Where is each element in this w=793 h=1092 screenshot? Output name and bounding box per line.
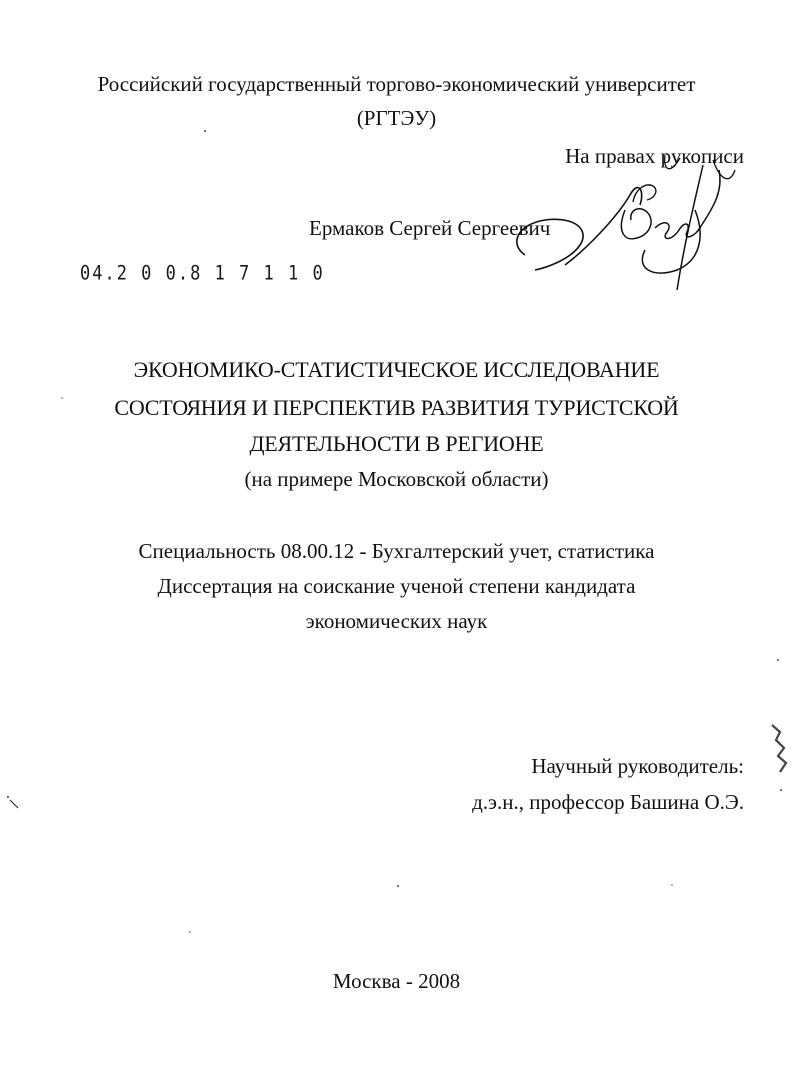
degree-line: Диссертация на соискание ученой степени кандидата [157, 574, 636, 598]
university-name: Российский государственный торгово-экономический университет [97, 72, 696, 96]
university-abbreviation: (РГТЭУ) [356, 106, 437, 130]
signature-icon [505, 150, 745, 295]
title-line-1: ЭКОНОМИКО-СТАТИСТИЧЕСКОЕ ИССЛЕДОВАНИЕ [133, 357, 660, 382]
manuscript-rights-note: На правах рукописи [565, 144, 744, 168]
supervisor-name: д.э.н., профессор Башина О.Э. [472, 790, 744, 814]
title-line-3: ДЕЯТЕЛЬНОСТИ В РЕГИОНЕ [249, 431, 544, 456]
title-line-2: СОСТОЯНИЯ И ПЕРСПЕКТИВ РАЗВИТИЯ ТУРИСТСКОЙ [114, 395, 679, 420]
specialty-line: Специальность 08.00.12 - Бухгалтерский учет, статистика [138, 539, 655, 563]
archive-stamp: 04.2 0 0.8 1 7 1 1 0 [80, 262, 325, 285]
title-subtitle: (на примере Московской области) [244, 467, 549, 491]
supervisor-label: Научный руководитель: [531, 754, 744, 778]
degree-field-line: экономических наук [305, 609, 488, 633]
author-name: Ермаков Сергей Сергеевич [309, 216, 551, 240]
city-year: Москва - 2008 [332, 969, 461, 993]
